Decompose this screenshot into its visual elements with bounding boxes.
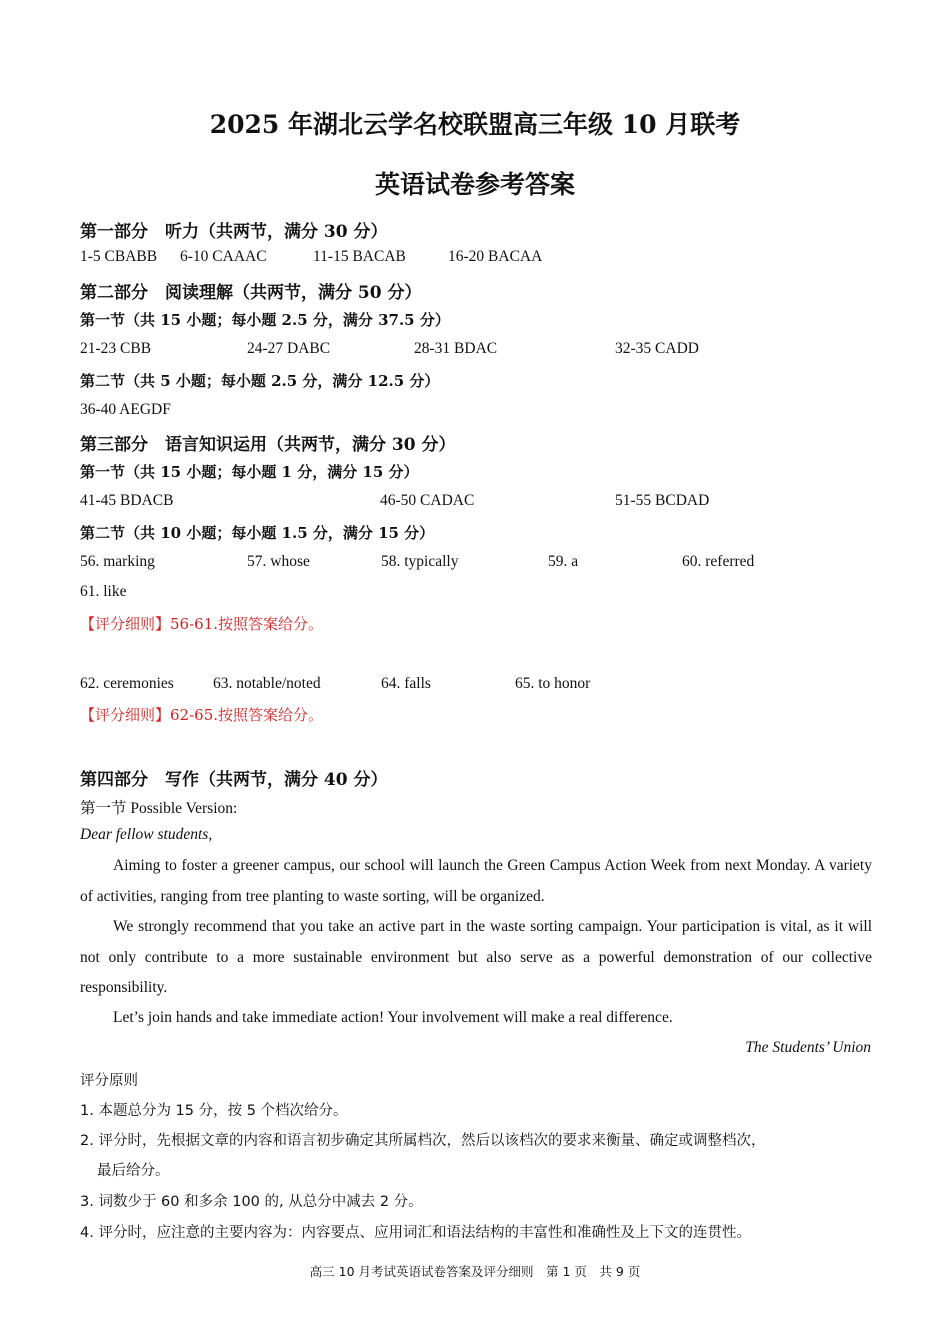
scoring-rule: 【评分细则】62-65.按照答案给分。 [80,706,324,724]
answer-group: 28-31 BDAC [414,340,498,357]
part3-section1-heading: 第一节（共 15 小题；每小题 1 分，满分 15 分） [80,463,419,481]
essay-paragraph: Let’s join hands and take immediate action! Your involvement will make a real difference. [113,1009,673,1026]
essay-paragraph: Aiming to foster a greener campus, our school will launch the Green Campus Action Week from next Monday. A variety of activities, ranging from tree planting to waste sorting, will be organized. [80,857,872,905]
part3-section2-heading: 第二节（共 10 小题；每小题 1.5 分，满分 15 分） [80,524,435,542]
part4-heading: 第四部分 写作（共两节，满分 40 分） [80,770,388,790]
answer-item: 57. whose [247,553,310,570]
essay-paragraph: We strongly recommend that you take an active part in the waste sorting campaign. Your participation is vital, as it will not only contribute to a more sustainable environment but also serve as a powerful demonstration of our collective responsibility. [80,918,872,996]
answer-item: 61. like [80,583,127,600]
scoring-rule: 【评分细则】56-61.按照答案给分。 [80,615,324,633]
answer-group: 36-40 AEGDF [80,401,171,418]
answer-group: 16-20 BACAA [448,248,543,265]
part2-section1-heading: 第一节（共 15 小题；每小题 2.5 分，满分 37.5 分） [80,311,450,329]
answer-item: 59. a [548,553,579,570]
criteria-item: 最后给分。 [97,1163,170,1179]
answer-group: 41-45 BDACB [80,492,174,509]
answer-group: 46-50 CADAC [380,492,475,509]
part1-heading: 第一部分 听力（共两节，满分 30 分） [80,222,388,242]
doc-subtitle: 英语试卷参考答案 [374,170,575,199]
answer-group: 1-5 CBABB [80,248,158,265]
answer-group: 32-35 CADD [615,340,699,357]
page-footer: 高三 10 月考试英语试卷答案及评分细则 第 1 页 共 9 页 [309,1264,641,1279]
answer-item: 56. marking [80,553,155,570]
answer-item: 63. notable/noted [213,675,321,692]
salutation: Dear fellow students, [80,826,213,843]
answer-group: 6-10 CAAAC [180,248,267,265]
answer-item: 60. referred [682,553,755,570]
answer-group: 51-55 BCDAD [615,492,710,509]
answer-group: 11-15 BACAB [313,248,406,265]
signature: The Students’ Union [745,1039,871,1056]
section-label: 第一节 Possible Version: [80,800,238,817]
criteria-item: 2. 评分时，先根据文章的内容和语言初步确定其所属档次，然后以该档次的要求来衡量、确定或调整档次， [80,1133,766,1149]
part2-heading: 第二部分 阅读理解（共两节，满分 50 分） [80,283,422,303]
criteria-item: 3. 词数少于 60 和多余 100 的, 从总分中减去 2 分。 [80,1194,423,1210]
answer-item: 62. ceremonies [80,675,174,692]
criteria-title: 评分原则 [80,1073,138,1089]
answer-item: 64. falls [381,675,431,692]
answer-group: 24-27 DABC [247,340,331,357]
answer-item: 65. to honor [515,675,591,692]
criteria-item: 1. 本题总分为 15 分，按 5 个档次给分。 [80,1103,348,1119]
doc-title: 2025 年湖北云学名校联盟高三年级 10 月联考 [209,110,741,139]
answer-group: 21-23 CBB [80,340,152,357]
criteria-item: 4. 评分时，应注意的主要内容为：内容要点、应用词汇和语法结构的丰富性和准确性及上下文的连贯性。 [80,1225,751,1241]
answer-item: 58. typically [381,553,459,570]
part2-section2-heading: 第二节（共 5 小题；每小题 2.5 分，满分 12.5 分） [80,372,440,390]
part3-heading: 第三部分 语言知识运用（共两节，满分 30 分） [80,435,456,455]
